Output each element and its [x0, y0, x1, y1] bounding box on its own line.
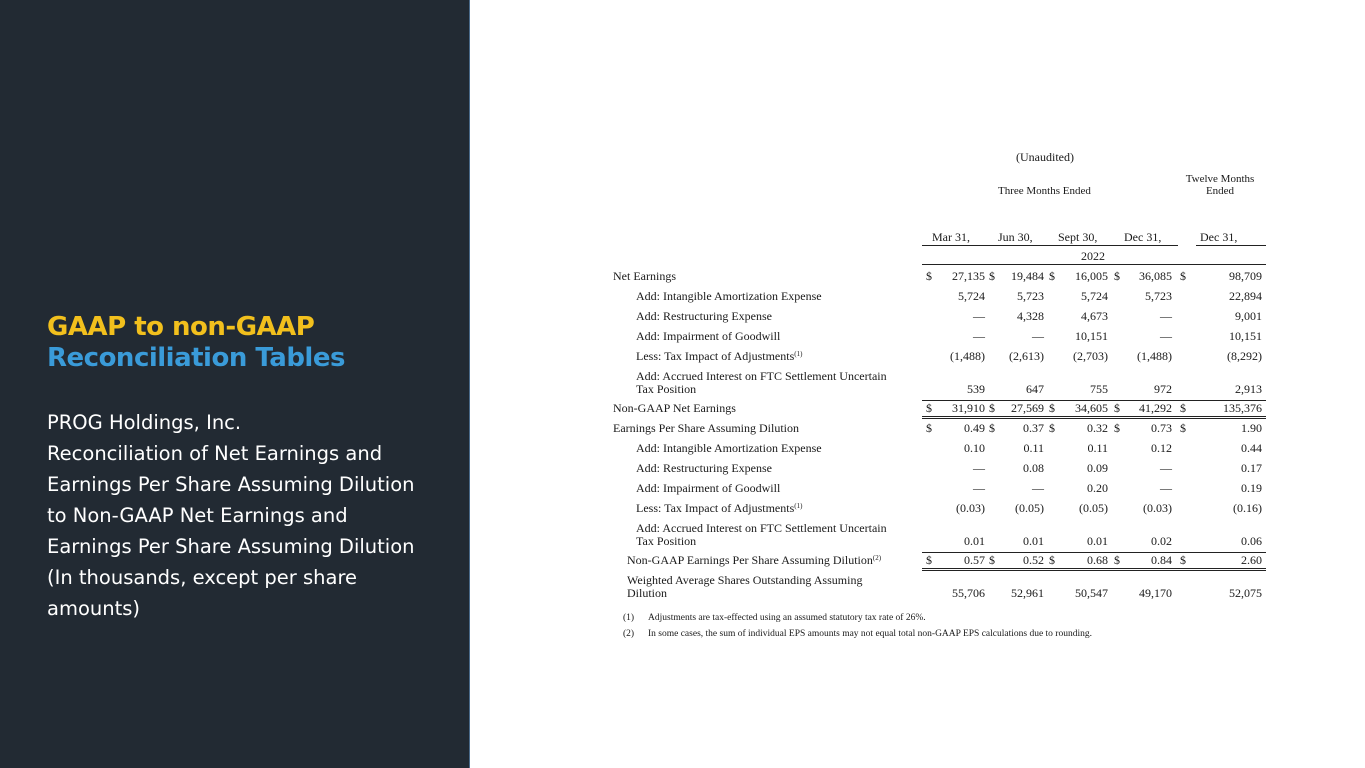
- column-header-jun: Jun 30,: [998, 230, 1033, 244]
- cell-value: 36,085: [1139, 269, 1172, 283]
- dollar-sign: $: [926, 401, 932, 415]
- row-label-text: Less: Tax Impact of Adjustments: [636, 501, 795, 515]
- row-label: [613, 270, 676, 283]
- cell-value: —: [1160, 309, 1172, 323]
- row-label-text: Add: Restructuring Expense: [636, 461, 772, 475]
- description-line: amounts): [47, 597, 141, 620]
- cell-value: —: [1032, 481, 1044, 495]
- cell-value: 539: [967, 382, 985, 396]
- dollar-sign: $: [926, 421, 932, 435]
- cell-value: 5,724: [958, 289, 985, 303]
- cell-value: 16,005: [1075, 269, 1108, 283]
- cell-value: 22,894: [1229, 289, 1262, 303]
- cell-value: 5,723: [1145, 289, 1172, 303]
- cell-value: 0.73: [1151, 421, 1172, 435]
- row-label-text: Less: Tax Impact of Adjustments: [636, 349, 795, 363]
- cell-value: 31,910: [952, 401, 985, 415]
- cell-value: 98,709: [1229, 269, 1262, 283]
- cell-value: 0.08: [1023, 461, 1044, 475]
- cell-value: 0.57: [964, 553, 985, 567]
- year-header: 2022: [1081, 249, 1105, 263]
- cell-value: 5,723: [1017, 289, 1044, 303]
- dollar-sign: $: [926, 269, 932, 283]
- cell-value: (0.05): [1079, 501, 1108, 515]
- cell-value: 4,328: [1017, 309, 1044, 323]
- cell-value: 0.44: [1241, 441, 1262, 455]
- row-label-text: Add: Impairment of Goodwill: [636, 481, 781, 495]
- cell-value: 0.06: [1241, 534, 1262, 548]
- dollar-sign: $: [1114, 421, 1120, 435]
- footnote-2-text: In some cases, the sum of individual EPS amounts may not equal total non-GAAP EPS calculations due to rounding.: [648, 629, 1092, 639]
- cell-value: 0.11: [1087, 441, 1108, 455]
- row-label-text: Non-GAAP Net Earnings: [613, 401, 736, 415]
- cell-value: 135,376: [1223, 401, 1262, 415]
- cell-value: 34,605: [1075, 401, 1108, 415]
- cell-value: 0.02: [1151, 534, 1172, 548]
- dollar-sign: $: [1180, 401, 1186, 415]
- cell-value: —: [973, 481, 985, 495]
- cell-value: 972: [1154, 382, 1172, 396]
- unaudited-header: (Unaudited): [1016, 150, 1074, 164]
- dollar-sign: $: [1049, 401, 1055, 415]
- row-label-text: Non-GAAP Earnings Per Share Assuming Dilution: [627, 553, 873, 567]
- cell-value: (1,488): [950, 349, 985, 363]
- cell-value: 1.90: [1241, 421, 1262, 435]
- dollar-sign: $: [1114, 269, 1120, 283]
- footnote-marker: (1): [794, 502, 803, 510]
- cell-value: 0.01: [1023, 534, 1044, 548]
- dollar-sign: $: [926, 553, 932, 567]
- description-line: (In thousands, except per share: [47, 566, 358, 589]
- cell-value: 10,151: [1229, 329, 1262, 343]
- description-line: PROG Holdings, Inc.: [47, 411, 242, 434]
- twelve-months-header-2: Ended: [1205, 185, 1235, 197]
- cell-value: 755: [1090, 382, 1108, 396]
- dollar-sign: $: [1049, 553, 1055, 567]
- cell-value: —: [973, 309, 985, 323]
- cell-value: 0.84: [1151, 553, 1172, 567]
- cell-value: 0.37: [1023, 421, 1044, 435]
- cell-value: —: [1160, 461, 1172, 475]
- cell-value: 41,292: [1139, 401, 1172, 415]
- cell-value: 0.11: [1023, 441, 1044, 455]
- cell-value: 4,673: [1081, 309, 1108, 323]
- cell-value: (0.03): [1143, 501, 1172, 515]
- cell-value: (2,703): [1073, 349, 1108, 363]
- description-line: Earnings Per Share Assuming Dilution: [47, 535, 415, 558]
- dollar-sign: $: [1114, 401, 1120, 415]
- cell-value: 0.01: [1087, 534, 1108, 548]
- cell-value: 19,484: [1011, 269, 1044, 283]
- dollar-sign: $: [989, 421, 995, 435]
- row-label-line1: Weighted Average Shares Outstanding Assuming: [627, 573, 863, 587]
- footnote-1-number: (1): [623, 613, 635, 623]
- row-label: [636, 330, 780, 343]
- cell-value: —: [1160, 329, 1172, 343]
- dollar-sign: $: [1049, 421, 1055, 435]
- dollar-sign: $: [989, 269, 995, 283]
- cell-value: 27,569: [1011, 401, 1044, 415]
- cell-value: (0.05): [1015, 501, 1044, 515]
- column-header-dec: Dec 31,: [1124, 230, 1162, 244]
- dollar-sign: $: [1049, 269, 1055, 283]
- dollar-sign: $: [1114, 553, 1120, 567]
- cell-value: (0.03): [956, 501, 985, 515]
- cell-value: 9,001: [1235, 309, 1262, 323]
- cell-value: 647: [1026, 382, 1044, 396]
- dollar-sign: $: [989, 401, 995, 415]
- slide-title-line2: Reconciliation Tables: [47, 343, 345, 373]
- dollar-sign: $: [1180, 421, 1186, 435]
- cell-value: —: [1032, 329, 1044, 343]
- cell-value: 0.20: [1087, 481, 1108, 495]
- footnote-marker: (1): [794, 350, 803, 358]
- row-label: [636, 462, 772, 475]
- cell-value: 0.12: [1151, 441, 1172, 455]
- row-label-text: Add: Impairment of Goodwill: [636, 329, 781, 343]
- cell-value: 0.52: [1023, 553, 1044, 567]
- row-label: [636, 482, 780, 495]
- dollar-sign: $: [1180, 269, 1186, 283]
- cell-value: (8,292): [1227, 349, 1262, 363]
- column-header-dec-year: Dec 31,: [1200, 230, 1238, 244]
- dollar-sign: $: [1180, 553, 1186, 567]
- row-label: [636, 310, 772, 323]
- column-header-mar: Mar 31,: [932, 230, 970, 244]
- row-label-text: Add: Restructuring Expense: [636, 309, 772, 323]
- row-label-text: Earnings Per Share Assuming Dilution: [613, 421, 799, 435]
- cell-value: (0.16): [1233, 501, 1262, 515]
- row-label: [636, 502, 802, 515]
- cell-value: 49,170: [1139, 586, 1172, 600]
- footnote-2-number: (2): [623, 629, 635, 639]
- column-header-sep: Sept 30,: [1058, 230, 1098, 244]
- row-label-text: Add: Intangible Amortization Expense: [636, 289, 822, 303]
- cell-value: —: [1160, 481, 1172, 495]
- cell-value: 2.60: [1241, 553, 1262, 567]
- cell-value: 0.17: [1241, 461, 1262, 475]
- cell-value: 50,547: [1075, 586, 1108, 600]
- cell-value: 0.10: [964, 441, 985, 455]
- row-label: [613, 402, 736, 415]
- cell-value: 2,913: [1235, 382, 1262, 396]
- cell-value: (2,613): [1009, 349, 1044, 363]
- row-label-line2: Tax Position: [636, 534, 697, 548]
- row-label: [636, 350, 802, 363]
- row-label: [636, 442, 822, 455]
- cell-value: 0.32: [1087, 421, 1108, 435]
- footnote-1-text: Adjustments are tax-effected using an assumed statutory tax rate of 26%.: [648, 613, 926, 623]
- description-line: Earnings Per Share Assuming Dilution: [47, 473, 415, 496]
- row-label-line2: Dilution: [627, 586, 668, 600]
- cell-value: 52,075: [1229, 586, 1262, 600]
- description-line: to Non-GAAP Net Earnings and: [47, 504, 348, 527]
- cell-value: —: [973, 329, 985, 343]
- three-months-header: Three Months Ended: [998, 185, 1091, 197]
- cell-value: 0.19: [1241, 481, 1262, 495]
- slide-title-line1: GAAP to non-GAAP: [47, 312, 315, 342]
- row-label-text: Net Earnings: [613, 269, 676, 283]
- dollar-sign: $: [989, 553, 995, 567]
- cell-value: —: [973, 461, 985, 475]
- cell-value: 27,135: [952, 269, 985, 283]
- footnote-marker: (2): [872, 554, 882, 562]
- cell-value: 55,706: [952, 586, 985, 600]
- row-label-text: Add: Intangible Amortization Expense: [636, 441, 822, 455]
- row-label: [613, 422, 799, 435]
- row-label-line1: Add: Accrued Interest on FTC Settlement Uncertain: [636, 369, 887, 383]
- cell-value: 0.09: [1087, 461, 1108, 475]
- cell-value: (1,488): [1137, 349, 1172, 363]
- cell-value: 0.68: [1087, 553, 1108, 567]
- cell-value: 52,961: [1011, 586, 1044, 600]
- row-label: [627, 554, 881, 567]
- row-label-line1: Add: Accrued Interest on FTC Settlement Uncertain: [636, 521, 887, 535]
- twelve-months-header-1: Twelve Months: [1185, 173, 1255, 185]
- description-line: Reconciliation of Net Earnings and: [47, 442, 383, 465]
- cell-value: 10,151: [1075, 329, 1108, 343]
- cell-value: 5,724: [1081, 289, 1108, 303]
- row-label-line2: Tax Position: [636, 382, 697, 396]
- row-label: [636, 290, 822, 303]
- cell-value: 0.49: [964, 421, 985, 435]
- cell-value: 0.01: [964, 534, 985, 548]
